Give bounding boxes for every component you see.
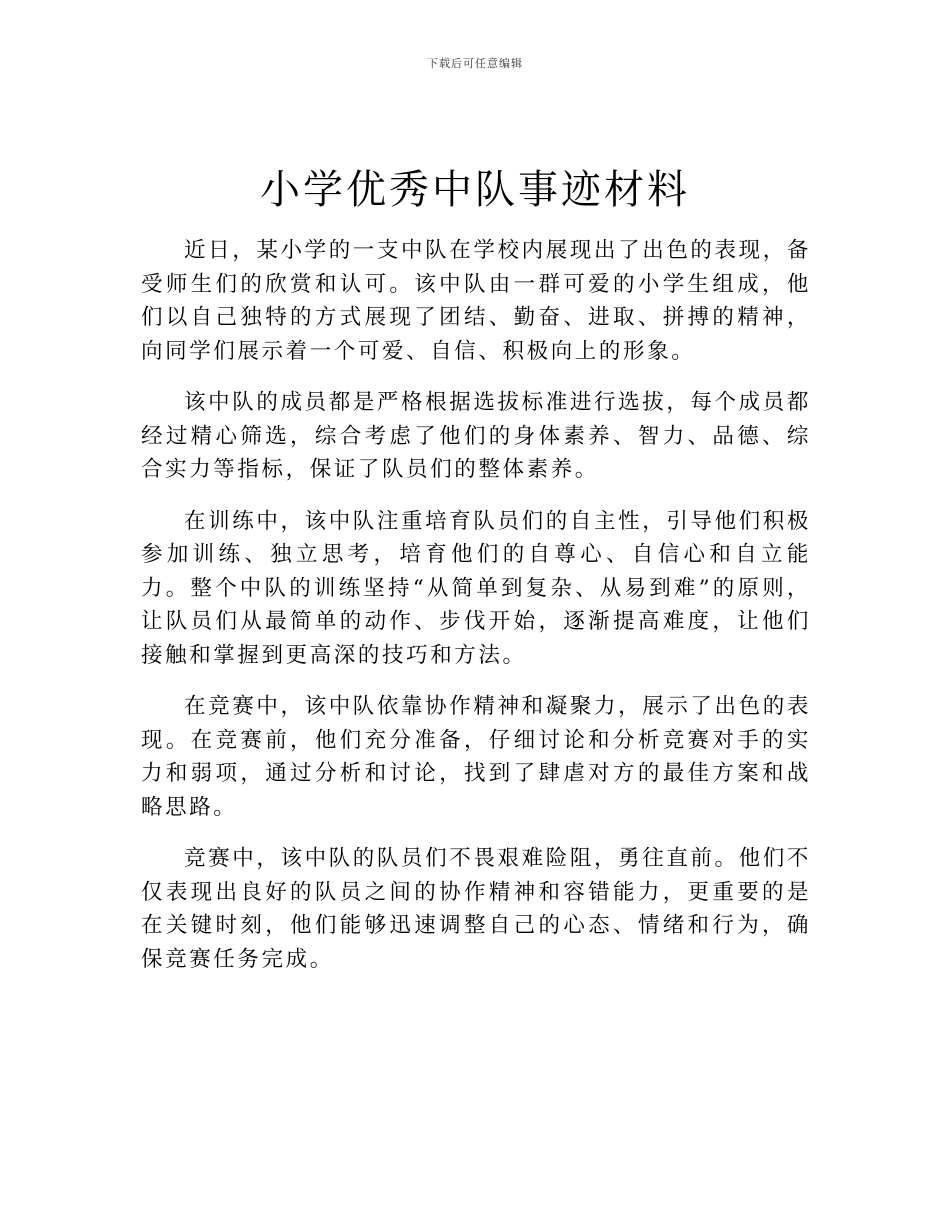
paragraph-5: 竞赛中，该中队的队员们不畏艰难险阻，勇往直前。他们不仅表现出良好的队员之间的协作精神和容错能力，更重要的是在关键时刻，他们能够迅速调整自己的心态、情绪和行为，确保竞赛任务完成。	[141, 846, 811, 972]
document-body	[141, 234, 811, 994]
paragraph-1: 近日，某小学的一支中队在学校内展现出了出色的表现，备受师生们的欣赏和认可。该中队由一群可爱的小学生组成，他们以自己独特的方式展现了团结、勤奋、进取、拼搏的精神，向同学们展示着一个可爱、自信、积极向上的形象。	[141, 238, 811, 364]
paragraph-4: 在竞赛中，该中队依靠协作精神和凝聚力，展示了出色的表现。在竞赛前，他们充分准备，仔细讨论和分析竞赛对手的实力和弱项，通过分析和讨论，找到了肆虐对方的最佳方案和战略思路。	[141, 694, 811, 820]
header-note: 下载后可任意编辑	[427, 57, 523, 70]
paragraph-2: 该中队的成员都是严格根据选拔标准进行选拔，每个成员都经过精心筛选，综合考虑了他们的身体素养、智力、品德、综合实力等指标，保证了队员们的整体素养。	[141, 390, 811, 482]
document-title: 小学优秀中队事迹材料	[260, 167, 690, 213]
paragraph-3: 在训练中，该中队注重培育队员们的自主性，引导他们积极参加训练、独立思考，培育他们的自尊心、自信心和自立能力。整个中队的训练坚持“从简单到复杂、从易到难”的原则，让队员们从最简单的动作、步伐开始，逐渐提高难度，让他们接触和掌握到更高深的技巧和方法。	[141, 508, 811, 668]
